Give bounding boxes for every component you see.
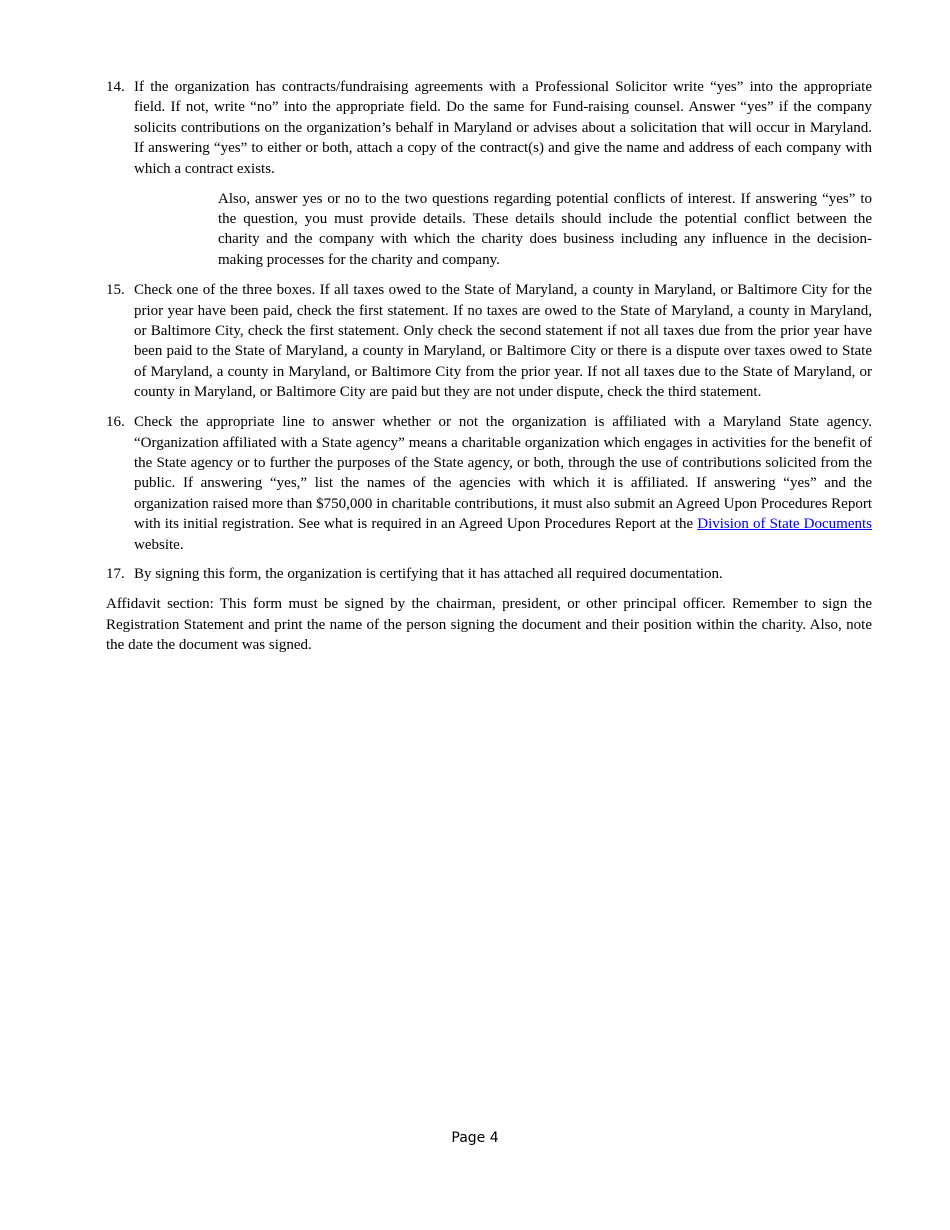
- instruction-item-15: [106, 280, 872, 402]
- item-text: Check the appropriate line to answer whether or not the organization is affiliated with a Maryland State agency. “Organization affiliated with a State agency” means a charitable organization which engages in activities for the benefit of the State agency or to further the purposes of the State agency, or both, through the use of contributions solicited from the public. If answering “yes,” list the names of the agencies with which it is affiliated. If answering “yes” and the organization raised more than $750,000 in charitable contributions, it must also submit an Agreed Upon Procedures Report with its initial registration. See what is required in an Agreed Upon Procedures Report at the: [134, 414, 872, 533]
- instructions-body: [106, 77, 872, 656]
- item-text-after-link: website.: [134, 536, 184, 553]
- item-text: By signing this form, the organization is certifying that it has attached all required documentation.: [134, 566, 723, 583]
- page-number: Page 4: [451, 1130, 499, 1146]
- instruction-item-17: [106, 564, 872, 584]
- item-number: 14.: [106, 79, 125, 95]
- item-text: If the organization has contracts/fundraising agreements with a Professional Solicitor write “yes” into the appropriate field. If not, write “no” into the appropriate field. Do the same for Fund-raising counsel. Answer “yes” if the company solicits contributions on the organization’s behalf in Maryland or advises about a solicitation that will occur in Maryland. If answering “yes” to either or both, attach a copy of the contract(s) and give the name and address of each company with which a contract exists.: [134, 79, 872, 177]
- item-text: Check one of the three boxes. If all taxes owed to the State of Maryland, a county in Maryland, or Baltimore City for the prior year have been paid, check the first statement. If no taxes are owed to the State of Maryland, a county in Maryland, or Baltimore City, check the first statement. Only check the second statement if not all taxes due from the prior year have been paid to the State of Maryland, a county in Maryland, or Baltimore City or there is a dispute over taxes owed to State of Maryland, a county in Maryland, or Baltimore City from the prior year. If not all taxes due to the State of Maryland, or county in Maryland, or Baltimore City are paid but they are not under dispute, check the third statement.: [134, 282, 872, 401]
- item-number: 17.: [106, 566, 125, 583]
- affidavit-paragraph: Affidavit section: This form must be signed by the chairman, president, or other principal officer. Remember to sign the Registration Statement and print the name of the person signing the document and their position within the charity. Also, note the date the document was signed.: [106, 596, 872, 654]
- instruction-item-14: [106, 77, 872, 270]
- item-text-wrapper: [134, 412, 872, 555]
- division-of-state-documents-link[interactable]: Division of State Documents: [697, 516, 872, 533]
- instruction-item-16: [106, 412, 872, 555]
- conflict-of-interest-paragraph: Also, answer yes or no to the two questions regarding potential conflicts of interest. If answering “yes” to the question, you must provide details. These details should include the potential conflict between the charity and the company with which the charity does business including any influence in the decision-making processes for the charity and company.: [218, 190, 872, 268]
- item-number: 16.: [106, 414, 125, 431]
- item-number: 15.: [106, 282, 125, 299]
